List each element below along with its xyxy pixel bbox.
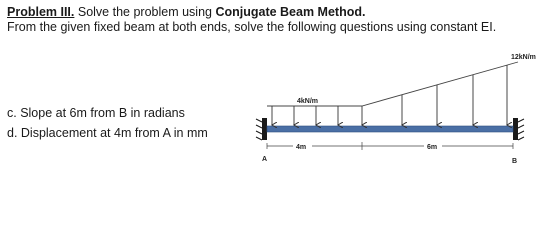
load-uniform-label: 4kN/m <box>297 98 319 105</box>
fixed-support-left <box>256 118 267 140</box>
problem-statement: From the given fixed beam at both ends, solve the following questions using constant EI. <box>7 20 497 34</box>
question-d: d. Displacement at 4m from A in mm <box>7 126 208 140</box>
beam <box>267 126 513 132</box>
problem-instruction: Solve the problem using <box>74 5 216 19</box>
question-c: c. Slope at 6m from B in radians <box>7 106 185 120</box>
support-b-label: B <box>512 158 518 165</box>
problem-number: Problem III. <box>7 5 75 19</box>
support-a-label: A <box>262 156 268 163</box>
load-max-label: 12kN/m <box>511 54 536 61</box>
span-left-label: 4m <box>296 144 307 151</box>
load-arrows <box>272 65 507 125</box>
span-right-label: 6m <box>427 144 438 151</box>
problem-method: Conjugate Beam Method. <box>215 5 366 19</box>
fixed-support-right <box>513 118 524 140</box>
